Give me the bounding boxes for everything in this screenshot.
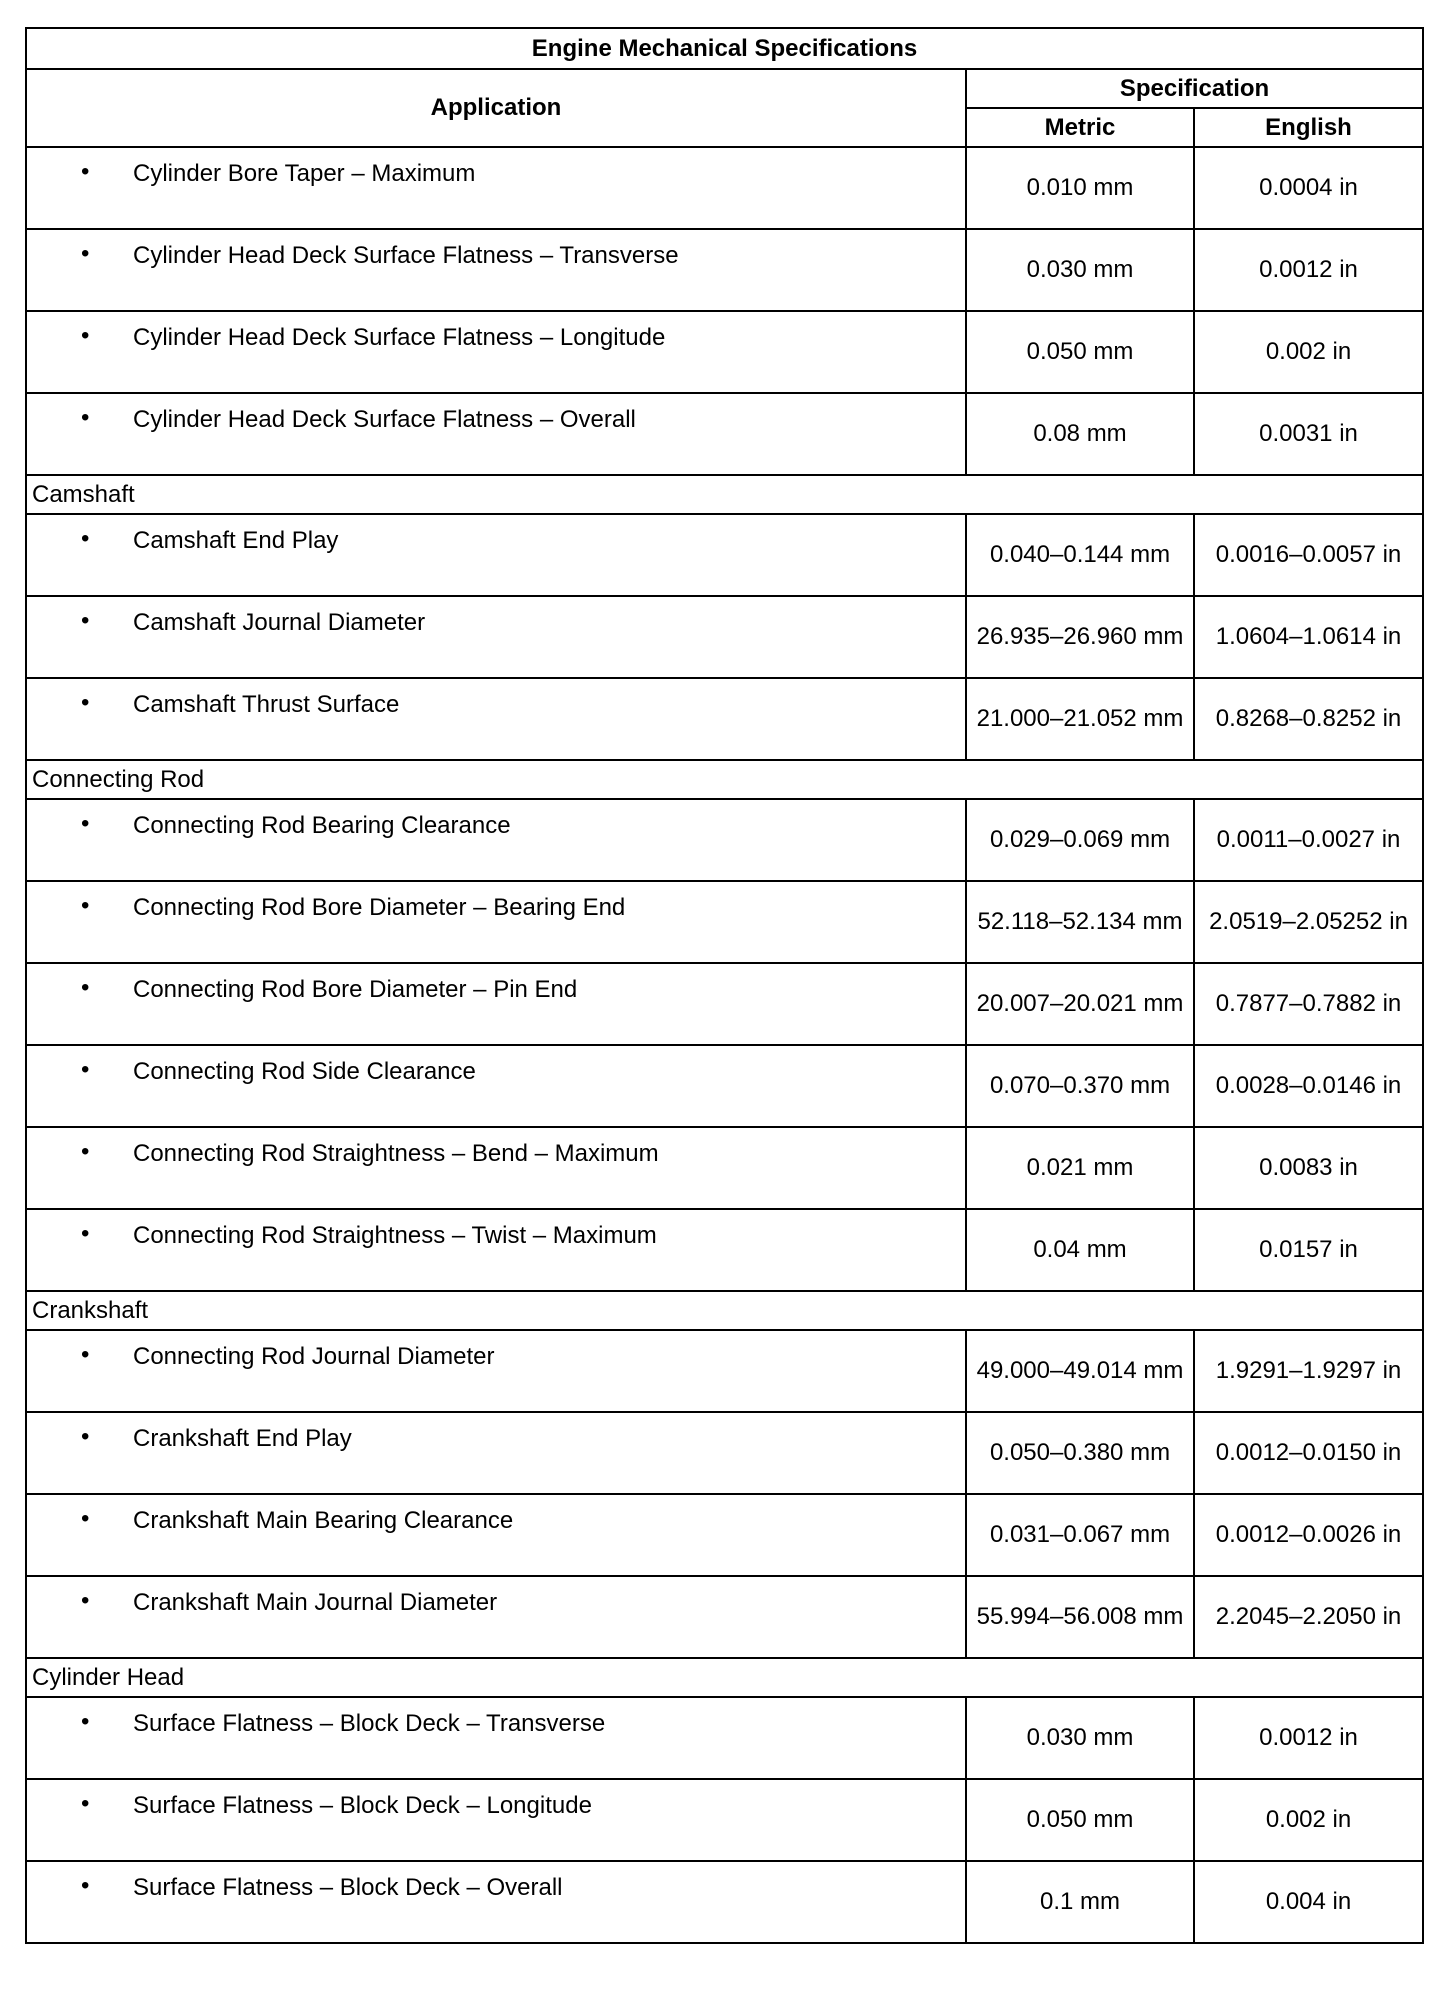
application-label: Connecting Rod Bearing Clearance xyxy=(133,812,511,839)
application-label: Surface Flatness – Block Deck – Transverse xyxy=(133,1710,606,1737)
metric-value: 0.030 mm xyxy=(966,229,1194,311)
application-cell xyxy=(26,1209,966,1291)
metric-value: 0.030 mm xyxy=(966,1697,1194,1779)
specification-header: Specification xyxy=(966,69,1423,108)
metric-value: 0.08 mm xyxy=(966,393,1194,475)
english-value: 1.9291–1.9297 in xyxy=(1194,1330,1423,1412)
table-row xyxy=(26,1697,1423,1779)
section-heading: Crankshaft xyxy=(26,1291,1423,1330)
metric-value: 0.010 mm xyxy=(966,147,1194,229)
application-label: Connecting Rod Bore Diameter – Pin End xyxy=(133,976,578,1003)
english-value: 0.0028–0.0146 in xyxy=(1194,1045,1423,1127)
english-value: 0.0012–0.0026 in xyxy=(1194,1494,1423,1576)
section-row xyxy=(26,760,1423,799)
application-label: Crankshaft Main Bearing Clearance xyxy=(133,1507,514,1534)
metric-value: 0.021 mm xyxy=(966,1127,1194,1209)
application-cell xyxy=(26,596,966,678)
bullet-icon: • xyxy=(81,810,90,837)
bullet-icon: • xyxy=(81,240,90,267)
table-row xyxy=(26,596,1423,678)
english-value: 2.0519–2.05252 in xyxy=(1194,881,1423,963)
application-label: Cylinder Head Deck Surface Flatness – Overall xyxy=(133,406,636,433)
table-row xyxy=(26,799,1423,881)
application-header: Application xyxy=(26,69,966,147)
application-label: Surface Flatness – Block Deck – Overall xyxy=(133,1874,563,1901)
english-value: 0.0031 in xyxy=(1194,393,1423,475)
table-header xyxy=(26,28,1423,147)
application-label: Connecting Rod Bore Diameter – Bearing End xyxy=(133,894,626,921)
bullet-icon: • xyxy=(81,1056,90,1083)
application-cell xyxy=(26,514,966,596)
bullet-icon: • xyxy=(81,158,90,185)
section-row xyxy=(26,1291,1423,1330)
english-value: 0.8268–0.8252 in xyxy=(1194,678,1423,760)
application-cell xyxy=(26,229,966,311)
application-label: Crankshaft End Play xyxy=(133,1425,352,1452)
table-row xyxy=(26,514,1423,596)
application-label: Camshaft Journal Diameter xyxy=(133,609,426,636)
application-cell xyxy=(26,963,966,1045)
bullet-icon: • xyxy=(81,1138,90,1165)
title-row xyxy=(26,28,1423,69)
english-value: 0.0004 in xyxy=(1194,147,1423,229)
metric-value: 52.118–52.134 mm xyxy=(966,881,1194,963)
bullet-icon: • xyxy=(81,525,90,552)
table-row xyxy=(26,678,1423,760)
metric-value: 0.1 mm xyxy=(966,1861,1194,1943)
table-row xyxy=(26,1045,1423,1127)
application-label: Connecting Rod Journal Diameter xyxy=(133,1343,495,1370)
table-row xyxy=(26,1494,1423,1576)
metric-value: 0.070–0.370 mm xyxy=(966,1045,1194,1127)
bullet-icon: • xyxy=(81,1341,90,1368)
table-row xyxy=(26,229,1423,311)
table-row xyxy=(26,393,1423,475)
application-label: Cylinder Head Deck Surface Flatness – Transverse xyxy=(133,242,679,269)
english-value: 0.0011–0.0027 in xyxy=(1194,799,1423,881)
header-row-top xyxy=(26,69,1423,108)
application-cell xyxy=(26,1412,966,1494)
english-header: English xyxy=(1194,108,1423,147)
application-label: Connecting Rod Straightness – Twist – Maximum xyxy=(133,1222,657,1249)
bullet-icon: • xyxy=(81,322,90,349)
bullet-icon: • xyxy=(81,1220,90,1247)
table-row xyxy=(26,1209,1423,1291)
english-value: 0.004 in xyxy=(1194,1861,1423,1943)
application-cell xyxy=(26,311,966,393)
table-row xyxy=(26,147,1423,229)
metric-value: 26.935–26.960 mm xyxy=(966,596,1194,678)
english-value: 0.0083 in xyxy=(1194,1127,1423,1209)
table-row xyxy=(26,311,1423,393)
application-cell xyxy=(26,1045,966,1127)
application-label: Cylinder Head Deck Surface Flatness – Longitude xyxy=(133,324,666,351)
metric-value: 21.000–21.052 mm xyxy=(966,678,1194,760)
application-label: Connecting Rod Side Clearance xyxy=(133,1058,476,1085)
application-label: Cylinder Bore Taper – Maximum xyxy=(133,160,476,187)
english-value: 2.2045–2.2050 in xyxy=(1194,1576,1423,1658)
application-cell xyxy=(26,1494,966,1576)
bullet-icon: • xyxy=(81,1423,90,1450)
application-cell xyxy=(26,881,966,963)
application-cell xyxy=(26,799,966,881)
metric-value: 0.040–0.144 mm xyxy=(966,514,1194,596)
metric-value: 49.000–49.014 mm xyxy=(966,1330,1194,1412)
application-cell xyxy=(26,393,966,475)
application-cell xyxy=(26,1697,966,1779)
english-value: 0.0012 in xyxy=(1194,1697,1423,1779)
table-row xyxy=(26,881,1423,963)
metric-value: 0.04 mm xyxy=(966,1209,1194,1291)
engine-spec-table xyxy=(25,27,1424,1944)
metric-value: 0.050 mm xyxy=(966,1779,1194,1861)
application-label: Crankshaft Main Journal Diameter xyxy=(133,1589,498,1616)
bullet-icon: • xyxy=(81,1505,90,1532)
metric-value: 0.050 mm xyxy=(966,311,1194,393)
table-row xyxy=(26,1330,1423,1412)
table-row xyxy=(26,1779,1423,1861)
application-cell xyxy=(26,1861,966,1943)
application-cell xyxy=(26,1330,966,1412)
metric-header: Metric xyxy=(966,108,1194,147)
section-heading: Cylinder Head xyxy=(26,1658,1423,1697)
application-cell xyxy=(26,147,966,229)
application-cell xyxy=(26,1576,966,1658)
english-value: 0.7877–0.7882 in xyxy=(1194,963,1423,1045)
application-label: Camshaft End Play xyxy=(133,527,339,554)
table-row xyxy=(26,1576,1423,1658)
table-row xyxy=(26,1412,1423,1494)
bullet-icon: • xyxy=(81,1708,90,1735)
table-row xyxy=(26,1127,1423,1209)
application-label: Camshaft Thrust Surface xyxy=(133,691,400,718)
application-label: Surface Flatness – Block Deck – Longitude xyxy=(133,1792,592,1819)
english-value: 0.002 in xyxy=(1194,311,1423,393)
metric-value: 55.994–56.008 mm xyxy=(966,1576,1194,1658)
english-value: 0.0016–0.0057 in xyxy=(1194,514,1423,596)
english-value: 0.0157 in xyxy=(1194,1209,1423,1291)
section-row xyxy=(26,475,1423,514)
table-body xyxy=(26,147,1423,1943)
metric-value: 0.050–0.380 mm xyxy=(966,1412,1194,1494)
application-cell xyxy=(26,1779,966,1861)
bullet-icon: • xyxy=(81,404,90,431)
metric-value: 0.031–0.067 mm xyxy=(966,1494,1194,1576)
table-row xyxy=(26,963,1423,1045)
english-value: 1.0604–1.0614 in xyxy=(1194,596,1423,678)
metric-value: 0.029–0.069 mm xyxy=(966,799,1194,881)
bullet-icon: • xyxy=(81,1587,90,1614)
bullet-icon: • xyxy=(81,689,90,716)
english-value: 0.0012–0.0150 in xyxy=(1194,1412,1423,1494)
section-heading: Connecting Rod xyxy=(26,760,1423,799)
application-label: Connecting Rod Straightness – Bend – Maximum xyxy=(133,1140,659,1167)
bullet-icon: • xyxy=(81,607,90,634)
section-row xyxy=(26,1658,1423,1697)
metric-value: 20.007–20.021 mm xyxy=(966,963,1194,1045)
application-cell xyxy=(26,678,966,760)
section-heading: Camshaft xyxy=(26,475,1423,514)
application-cell xyxy=(26,1127,966,1209)
english-value: 0.002 in xyxy=(1194,1779,1423,1861)
english-value: 0.0012 in xyxy=(1194,229,1423,311)
bullet-icon: • xyxy=(81,892,90,919)
table-row xyxy=(26,1861,1423,1943)
table-title: Engine Mechanical Specifications xyxy=(26,28,1423,69)
bullet-icon: • xyxy=(81,974,90,1001)
bullet-icon: • xyxy=(81,1872,90,1899)
bullet-icon: • xyxy=(81,1790,90,1817)
